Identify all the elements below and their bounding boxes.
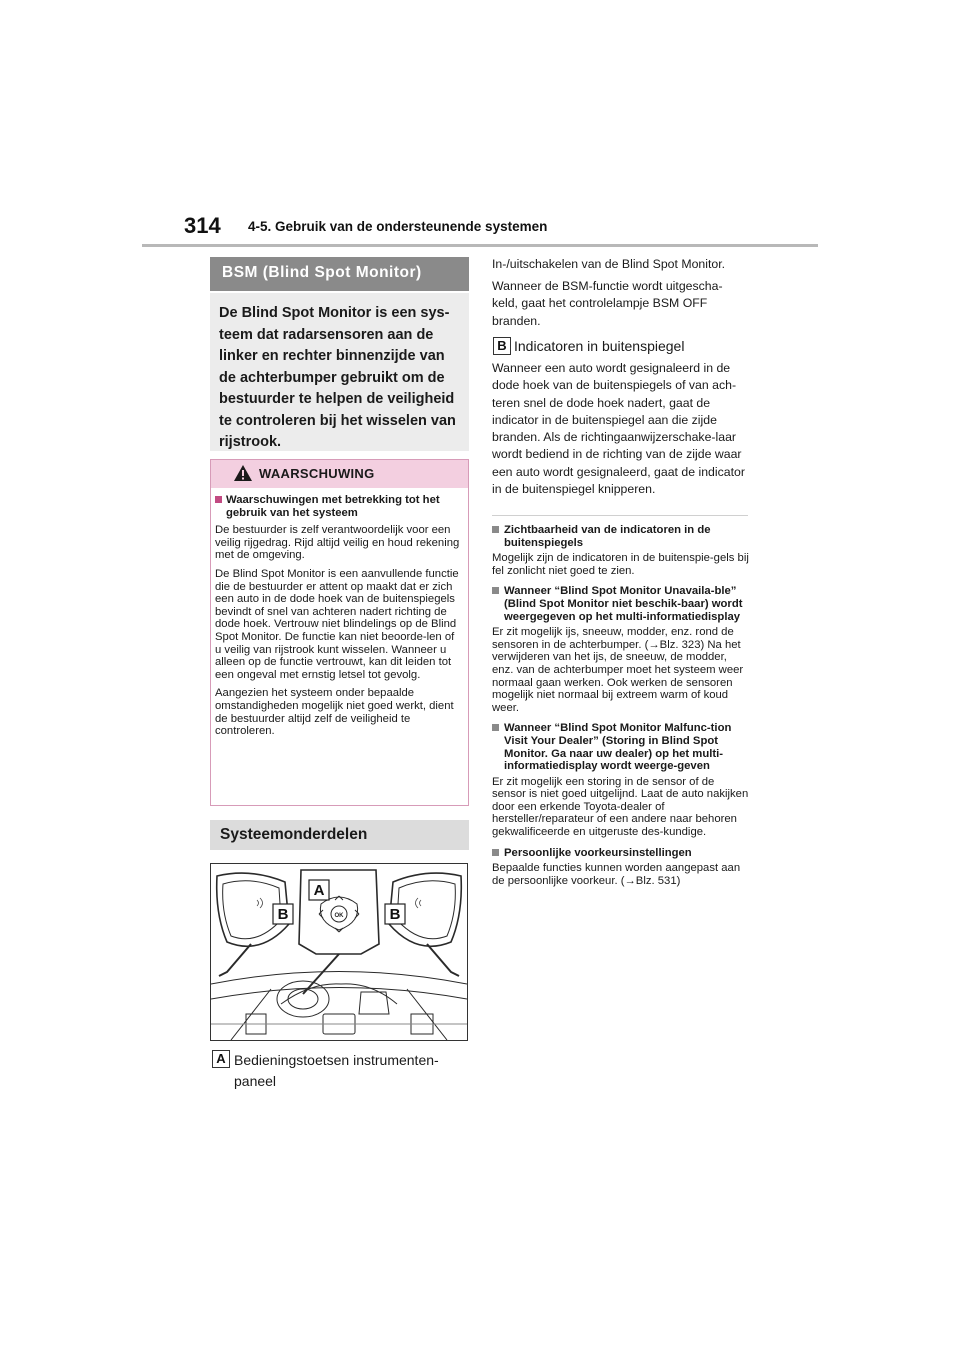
warning-paragraph-3: Aangezien het systeem onder bepaalde omstandigheden mogelijk niet goed werkt, dient de bestuurder altijd zelf de veiligheid te controleren. [215,687,454,738]
bullet-square-icon [492,724,499,731]
note-body: Er zit mogelijk ijs, sneeuw, modder, enz. rond de sensoren in de achterbumper. (→Blz. 323) Na het verwijderen van het ijs, de sneeuw, de modder, enz. van de achterbumper moet het systeem weer normaal gaan werken. Ook werken de sensoren mogelijk niet normaal bij extreem warm of koud weer. [492,626,744,714]
figure-label-b-right: B [389,906,401,923]
bullet-square-icon [492,587,499,594]
note-heading-text: Zichtbaarheid van de indicatoren in de buitenspiegels [504,524,711,549]
note-body: Er zit mogelijk een storing in de sensor of de sensor is niet goed uitgelijnd. Laat de auto nakijken door een erkende Toyota-dealer of hersteller/reparateur of een andere naar behoren gekwalificeerde en uitgeruste des-kundige. [492,775,749,839]
warning-subhead [215,494,463,519]
components-heading-text: Systeemonderdelen [220,826,368,843]
note-heading-text: Wanneer “Blind Spot Monitor Malfunc-tion Visit Your Dealer” (Storing in Blind Spot Monitor. Ga naar uw dealer) op het multi-informatiedisplay wordt weerge-geven [504,722,732,773]
figure-label-a: A [313,882,325,899]
dashboard-illustration [210,863,468,1041]
components-heading [210,820,469,850]
note-heading [492,585,750,623]
warning-paragraph-1: De bestuurder is zelf verantwoordelijk voor een veilig rijgedrag. Rijd altijd veilig en houd rekening met de omgeving. [215,524,460,562]
figure-label-b-left: B [277,906,289,923]
page-number: 314 [184,213,221,238]
bullet-square-icon [215,496,222,503]
warning-label: WAARSCHUWING [259,466,375,481]
warning-header [211,460,468,488]
note-heading [492,722,750,772]
caption-a-text: Bedieningstoetsen instrumenten-paneel [234,1052,439,1089]
bsm-heading [210,257,469,291]
section-title: 4-5. Gebruik van de ondersteunende systemen [248,219,548,234]
note-heading [492,524,750,549]
bsm-heading-text: BSM (Blind Spot Monitor) [222,264,422,281]
note-body: Mogelijk zijn de indicatoren in de buitenspie-gels bij fel zonlicht niet goed te zien. [492,552,749,577]
warning-body [215,494,463,744]
warning-paragraph-2: De Blind Spot Monitor is een aanvullende functie die de bestuurder er attent op maakt dat er zich een auto in de dode hoek van de buitenspiegels bevindt of snel van achteren nadert richting de dode hoek. Vertrouw niet blindelings op de Blind Spot Monitor. De functie kan niet beoorde-len of u veilig van rijstrook kunt wisselen. Wanneer u alleen op de functie vertrouwt, kan dit leiden tot een ongeval met ernstig letsel tot gevolg. [215,567,459,681]
bullet-square-icon [492,526,499,533]
note-heading-text: Wanneer “Blind Spot Monitor Unavaila-ble” (Blind Spot Monitor niet beschik-baar) wordt weergegeven op het multi-informatiedisplay [504,585,743,623]
caption-b-text: Indicatoren in buitenspiegel [514,338,685,354]
caption-b-letter: B [493,337,511,355]
figure-ok-label: OK [334,913,344,919]
bullet-square-icon [492,849,499,856]
intro-text: De Blind Spot Monitor is een sys-teem dat radarsensoren aan de linker en rechter binnenzijde van de achterbumper gebruikt om de bestuurder te helpen de veiligheid te controleren bij het wisselen van rijstrook. [219,305,456,450]
right-paragraph-2: Wanneer de BSM-functie wordt uitgescha-keld, gaat het controlelampje BSM OFF branden. [492,279,723,328]
right-divider [492,515,748,516]
warning-box [210,459,469,806]
warning-subhead-text: Waarschuwingen met betrekking tot het gebruik van het systeem [226,494,440,519]
note-heading [492,847,750,860]
right-paragraph-1: In-/uitschakelen van de Blind Spot Monitor. [492,257,726,271]
note-heading-text: Persoonlijke voorkeursinstellingen [504,846,692,859]
dashboard-drawing [211,864,467,1040]
right-paragraph-b: Wanneer een auto wordt gesignaleerd in de dode hoek van de buitenspiegels of van ach-teren snel de dode hoek nadert, gaat de indicator in de buitenspiegel aan die zijde branden. Als de richtingaanwijzerschake-laar wordt bediend in de richting van de zijde waar een auto wordt gesignaleerd, gaat de indicator in de buitenspiegel knipperen. [492,361,745,497]
caption-a-letter: A [212,1050,230,1068]
header-rule [142,244,818,247]
intro-box [210,293,469,451]
warning-icon [233,464,253,482]
note-body: Bepaalde functies kunnen worden aangepast aan de persoonlijke voorkeur. (→Blz. 531) [492,862,741,887]
notes-list [492,524,750,895]
